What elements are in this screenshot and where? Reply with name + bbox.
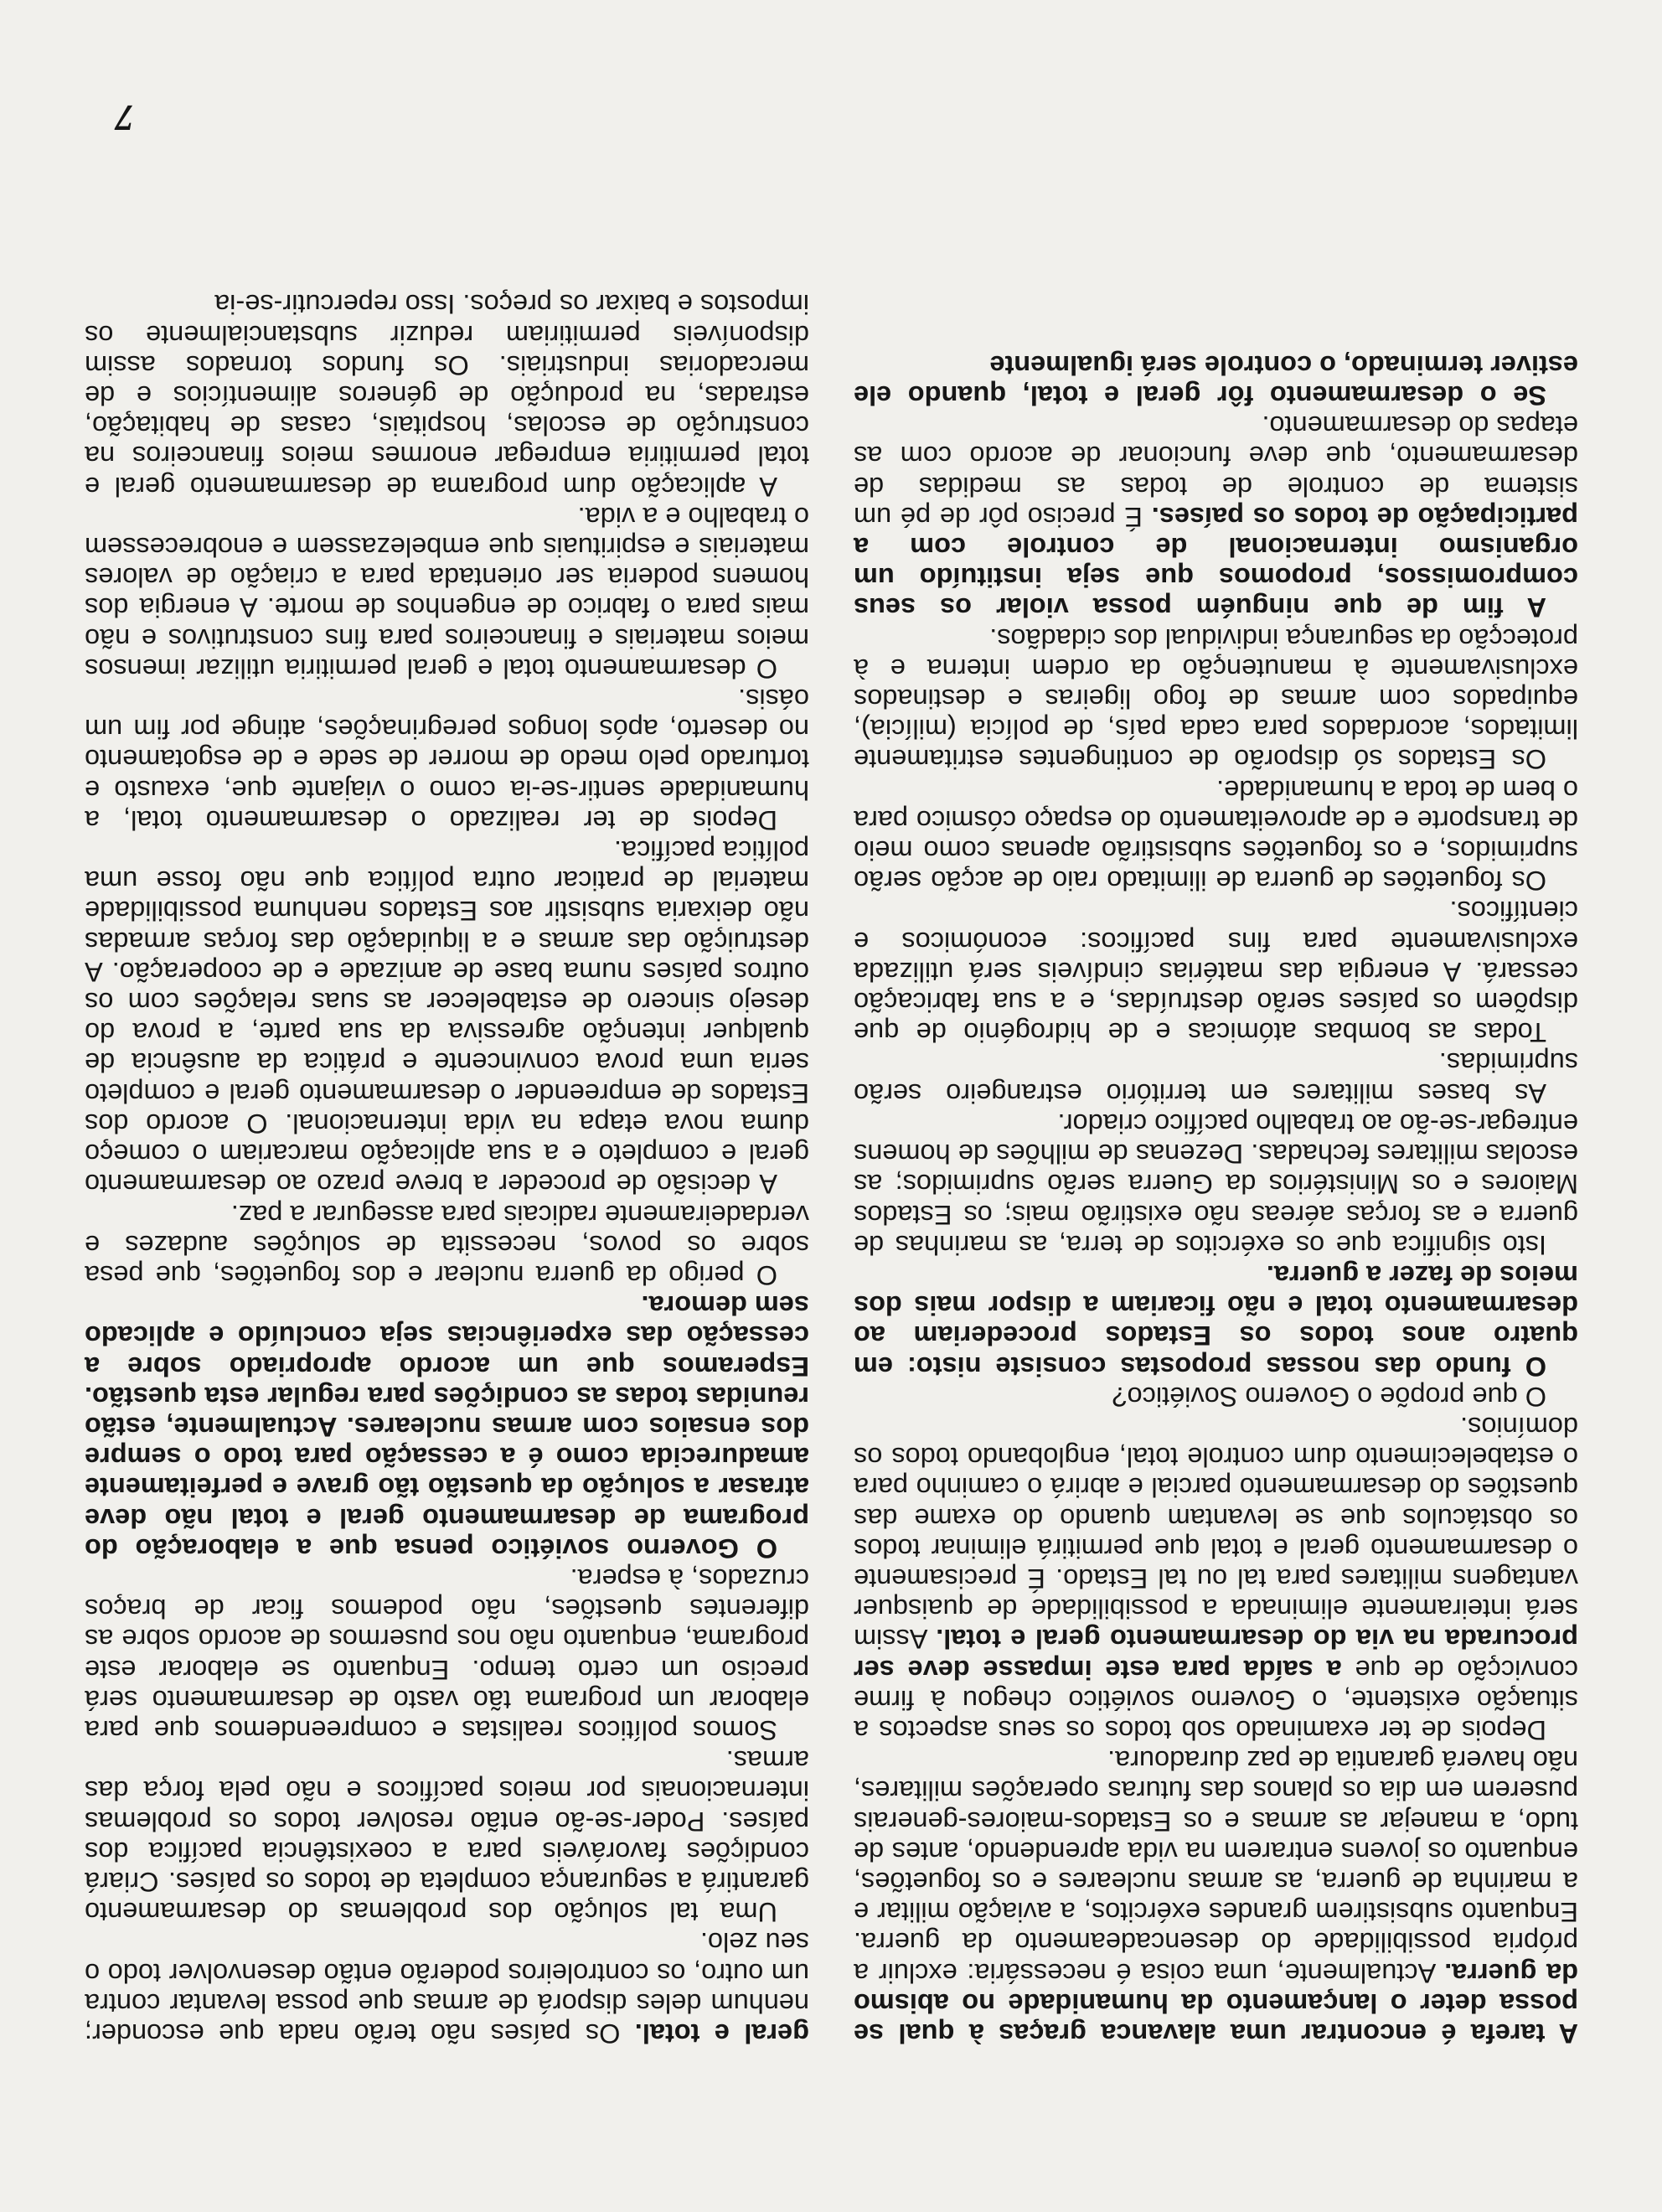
left-column [854, 350, 1578, 2049]
right-column [85, 289, 809, 2049]
paragraph: O desarmamento total e geral permitiria utilizar imensos meios materiais e financeiros para fins construtivos e não mais para o fabrico de engenhos de morte. A energia dos homens poderia ser orientada para a criação de valores materiais e espirituais que embelezassem e enobrecessem o trabalho e a vida. [85, 501, 809, 684]
paragraph [854, 411, 1578, 623]
paragraph: O que propõe o Governo Soviético? [1112, 1381, 1546, 1412]
paragraph-text: Assim será inteiramente eliminada a possibilidade de quaisquer vantagens militares para tal ou tal Estado. É precisamente o desarmamento geral e total que permitirá eliminar todos os obstáculos que se levantam quando do exame das questões do desarmamento parcial e abrirá o caminho para o estabelecimento dum controle total, englobando todos os domínios. [854, 1411, 1578, 1655]
paragraph: Todas as bombas atómicas e de hidrogénio de que dispõem os países serão destruídas, e a sua fabricação cessará. A energia das matérias cindíveis será utilizada exclusivamente para fins pacíficos: económicos e científicos. [854, 896, 1578, 1048]
paragraph: As bases militares em território estrangeiro serão suprimidas. [854, 1047, 1578, 1109]
paragraph-text: Depois de ter examinado sob todos os seus aspectos a situação existente, o Governo soviético chegou à firme convicção de que [854, 1654, 1578, 1745]
bold-lead: geral e total. [634, 2018, 809, 2049]
paragraph: Isto significa que os exércitos de terra, as marinhas de guerra e as forças aéreas não existirão mais; os Estados Maiores e os Ministérios da Guerra serão suprimidos; as escolas militares fechadas. Dezenas de milhões de homens entregar-se-ão ao trabalho pacífico criador. [854, 1108, 1578, 1260]
paragraph: Depois de ter realizado o desarmamento total, a humanidade sentir-se-ia como o viajante que, exausto e torturado pelo medo de morrer de sede e de esgotamento no deserto, após longos peregrinações, atinge por fim um oásis. [85, 684, 809, 835]
paragraph [85, 1927, 809, 2049]
paragraph: O perigo da guerra nuclear e dos foguetões, que pesa sobre os povos, necessita de soluções audazes e verdadeiramente radicais para assegurar a paz. [85, 1199, 809, 1290]
bold-paragraph: Se o desarmamento fôr geral e total, quando ele estiver terminado, o controle será igualmente [854, 349, 1578, 411]
paragraph-text: Actualmente, uma coisa é necessária: excluir a própria possibilidade do desencadeamento da guerra. Enquanto subsistirem grandes exércitos, a aviação militar e a marinha de guerra, as armas nucleares e os foguetões, enquanto os jovens entrarem na vida aprendendo, antes de tudo, a manejar as armas e os Estados-maiores-generais puserem em dia os planos das futuras operações militares, não haverá garantia de paz duradoura. [854, 1745, 1578, 1988]
bold-lead: A fim de que ninguém possa violar os seus compromissos, propomos que seja instituído um organismo internacional de controle com a participação de todos os países. [854, 501, 1578, 623]
paragraph: A aplicação dum programa de desarmamento geral e total permitiria empregar enormes meios financeiros na construção de escolas, hospitais, casas de habitação, estradas, na produção de géneros alimentícios e de mercadorias industriais. Os fundos tornados assim disponíveis permitiriam reduzir substancialmente os impostos e baixar os preços. Isso repercutir-se-ia [85, 289, 809, 502]
paragraph [854, 1412, 1578, 1745]
paragraph [854, 1745, 1578, 2049]
paragraph-text: É preciso pôr de pé um sistema de controle de todas as medidas de desarmamento, que deve funcionar de acordo com as etapas do desarmamento. [854, 411, 1578, 532]
bold-phrase: a saída para este impasse deve ser procurada na via do desarmamento geral e total. [853, 1624, 1578, 1685]
paragraph: A decisão de proceder a breve prazo ao desarmamento geral e completo e a sua aplicação marcariam o começo duma nova etapa na vida internacional. O acordo dos Estados de empreender o desarmamento geral e completo seria uma prova convincente e prática da ausência de qualquer intenção agressiva da sua parte, a prova do desejo sincero de estabelecer as suas relações com os outros países numa base de amizade e de cooperação. A destruição das armas e a liquidação das forças armadas não deixaria subsistir aos Estados nenhuma possibilidade material de praticar outra política que não fosse uma política pacífica. [85, 835, 809, 1200]
paragraph: Somos políticos realistas e compreendemos que para elaborar um programa tão vasto de desarmamento será preciso um certo tempo. Enquanto se elaborar este programa, enquanto não nos pusermos de acordo sobre as diferentes questões, não podemos ficar de braços cruzados, à espera. [85, 1563, 809, 1745]
bold-paragraph: O fundo das nossas propostas consiste nisto: em quatro anos todos os Estados procederiam ao desarmamento total e não ficariam a dispor mais dos meios de fazer a guerra. [854, 1259, 1578, 1382]
bold-paragraph: O Governo soviético pensa que a elaboração do programa de desarmamento geral e total não deve atrasar a solução da questão tão grave e perfeitamente amadurecida como é a cessação para todo o sempre dos ensaios com armas nucleares. Actualmente, estão reunidas todas as condições para regular esta questão. Esperamos que um acordo apropriado sobre a cessação das experiências seja concluído e aplicado sem demora. [85, 1290, 809, 1563]
paragraph-text: Os países não terão nada que esconder; nenhum deles disporá de armas que possa levantar contra um outro, os controleiros poderão então desenvolver todo o seu zelo. [84, 1927, 809, 2049]
paragraph: Os Estados só disporão de contingentes estritamente limitados, acordados para cada país, de polícia (milícia), equipados com armas de fogo ligeiras e destinados exclusivamente à manutenção da ordem interna e à protecção da segurança individual dos cidadãos. [854, 623, 1578, 775]
page-number: 7 [116, 97, 134, 138]
paragraph: Uma tal solução dos problemas do desarmamento garantirá a segurança completa de todos os países. Criará condições favoráveis para a coexistência pacífica dos países. Poder-se-ão então resolver todos os problemas internacionais por meios pacíficos e não pela força das armas. [85, 1745, 809, 1928]
paragraph: Os foguetões de guerra de ilimitado raio de acção serão suprimidos, e os foguetões subsistirão apenas como meio de transporte e de aproveitamento do espaço cósmico para o bem de toda a humanidade. [854, 774, 1578, 897]
bold-lead: A tarefa é encontrar uma alavanca graças à qual se possa deter o lançamento da humanidade no abismo da guerra. [854, 1957, 1578, 2049]
